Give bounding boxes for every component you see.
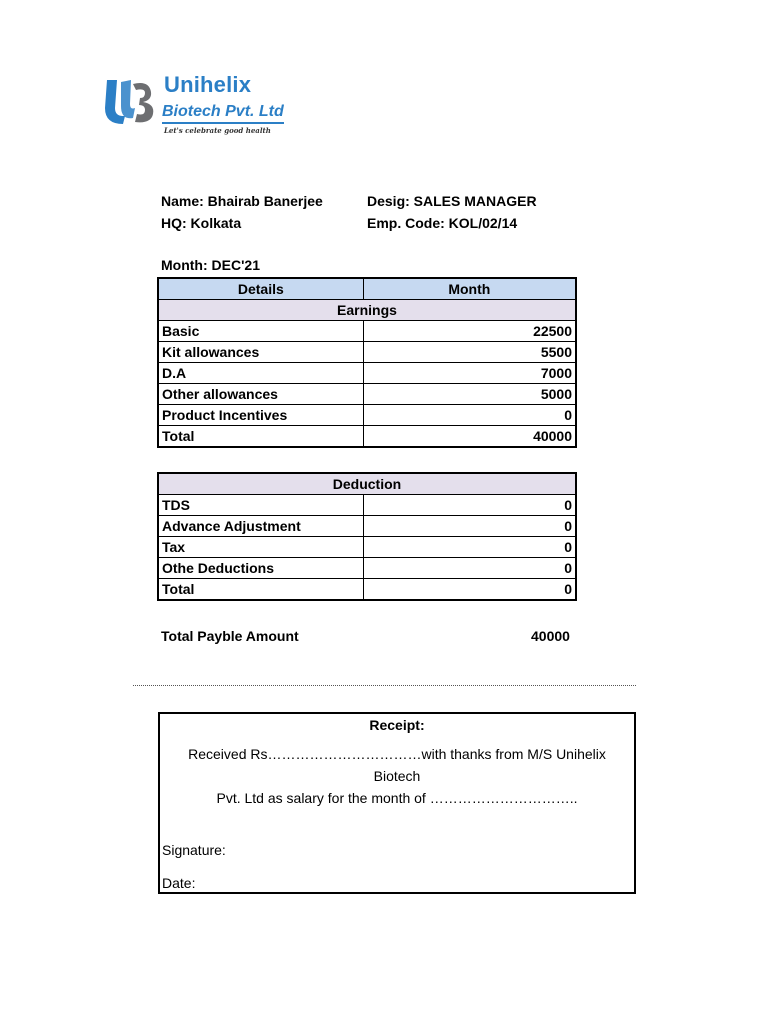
table-header-row xyxy=(159,279,576,300)
employee-name: Name: Bhairab Banerjee xyxy=(161,193,323,209)
deduction-label: Othe Deductions xyxy=(159,558,364,579)
table-row xyxy=(159,405,576,426)
earnings-total-label: Total xyxy=(159,426,364,447)
employee-code: Emp. Code: KOL/02/14 xyxy=(367,215,518,231)
earning-label: Product Incentives xyxy=(159,405,364,426)
receipt-line-2: Pvt. Ltd as salary for the month of ………………………….. xyxy=(216,790,578,806)
deduction-label: TDS xyxy=(159,495,364,516)
table-row xyxy=(159,558,576,579)
section-row xyxy=(159,300,576,321)
table-row xyxy=(159,495,576,516)
earning-label: D.A xyxy=(159,363,364,384)
total-payable-label: Total Payble Amount xyxy=(161,628,299,644)
employee-designation: Desig: SALES MANAGER xyxy=(367,193,537,209)
earning-label: Kit allowances xyxy=(159,342,364,363)
earning-value: 7000 xyxy=(363,363,575,384)
deduction-section-title: Deduction xyxy=(159,474,576,495)
earning-label: Other allowances xyxy=(159,384,364,405)
col-details-header: Details xyxy=(159,279,364,300)
receipt-line-1: Received Rs……………………………with thanks from M/S Unihelix Biotech xyxy=(188,746,606,784)
cut-line-divider xyxy=(133,685,636,686)
receipt-box xyxy=(158,712,636,894)
signature-label: Signature: xyxy=(162,842,226,858)
deduction-value: 0 xyxy=(363,516,575,537)
company-subtitle: Biotech Pvt. Ltd xyxy=(162,103,284,124)
pay-month: Month: DEC'21 xyxy=(161,257,260,273)
table-row xyxy=(159,363,576,384)
table-row xyxy=(159,516,576,537)
earning-value: 22500 xyxy=(363,321,575,342)
deduction-value: 0 xyxy=(363,537,575,558)
date-label: Date: xyxy=(162,875,196,891)
deduction-value: 0 xyxy=(363,558,575,579)
total-payable-value: 40000 xyxy=(531,628,570,644)
earning-label: Basic xyxy=(159,321,364,342)
employee-hq: HQ: Kolkata xyxy=(161,215,242,231)
deduction-label: Tax xyxy=(159,537,364,558)
company-name: Unihelix xyxy=(164,72,252,97)
earnings-total-value: 40000 xyxy=(363,426,575,447)
deductions-total-label: Total xyxy=(159,579,364,600)
earnings-section-title: Earnings xyxy=(159,300,576,321)
table-row xyxy=(159,537,576,558)
earning-value: 5500 xyxy=(363,342,575,363)
earning-value: 5000 xyxy=(363,384,575,405)
total-row xyxy=(159,426,576,447)
earning-value: 0 xyxy=(363,405,575,426)
table-row xyxy=(159,384,576,405)
deduction-value: 0 xyxy=(363,495,575,516)
receipt-title: Receipt: xyxy=(369,717,425,733)
company-tagline: Let's celebrate good health xyxy=(164,126,271,135)
deductions-total-value: 0 xyxy=(363,579,575,600)
logo-mark-icon xyxy=(103,74,159,126)
company-logo xyxy=(103,70,303,140)
earnings-table xyxy=(158,278,576,447)
col-month-header: Month xyxy=(363,279,575,300)
section-row xyxy=(159,474,576,495)
deduction-label: Advance Adjustment xyxy=(159,516,364,537)
table-row xyxy=(159,342,576,363)
receipt-body xyxy=(166,743,628,809)
deductions-table xyxy=(158,473,576,600)
total-row xyxy=(159,579,576,600)
table-row xyxy=(159,321,576,342)
